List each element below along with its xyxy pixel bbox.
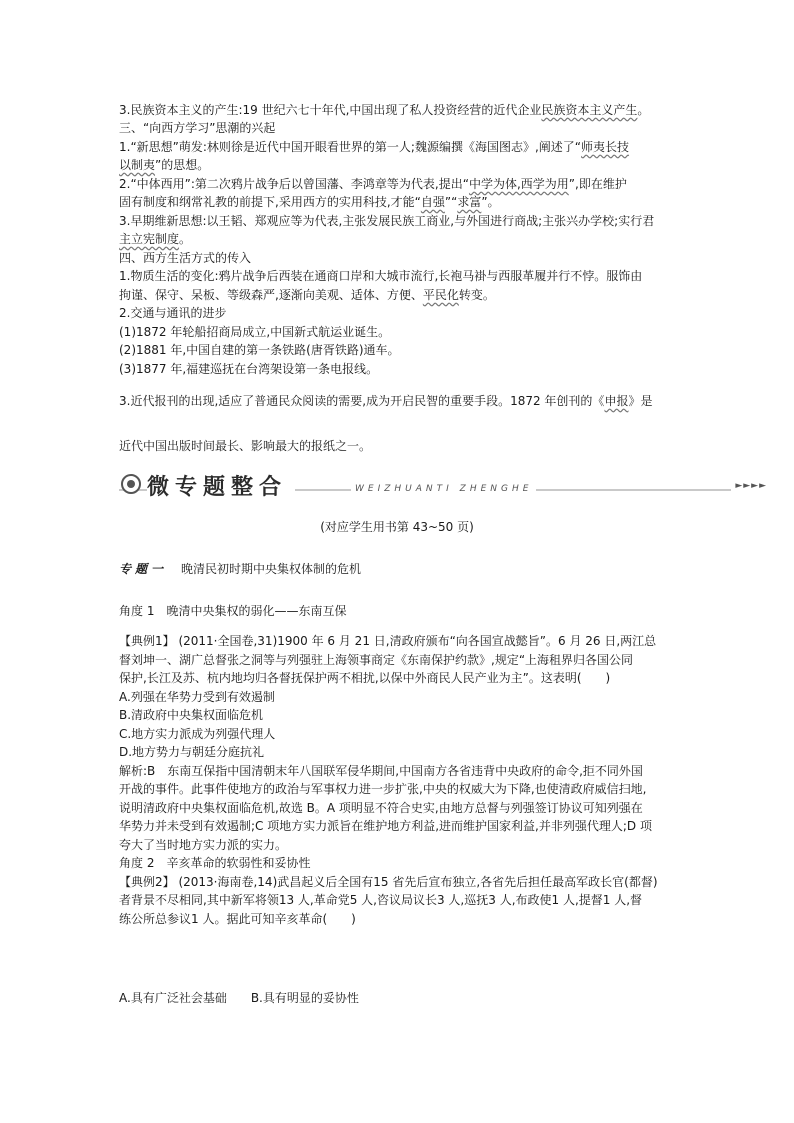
topic-title: 晚清民初时期中央集权体制的危机 [181,562,362,576]
text-span: 固有制度和纲常礼教的前提下,采用西方的实用科技,才能“ [119,195,421,209]
banner-title: 微专题整合 [147,470,295,501]
text-span: ”“ [444,195,458,209]
topic-heading [119,560,361,578]
key-phrase: 求富 [457,195,482,209]
text-span: 3.民族资本主义的产生:19 世纪六七十年代,中国出现了私人投资经营的近代企业 [119,103,542,117]
key-phrase: 师夷长技 [581,140,630,154]
text-span: (2)1881 年,中国自建的第一条铁路(唐胥铁路)通车。 [119,343,400,357]
key-phrase: 申报 [604,394,629,408]
text-span: ”的思想。 [155,158,210,172]
text-span: 近代中国出版时间最长、影响最大的报纸之一。 [119,439,372,453]
text-line [119,249,251,267]
text-span: (1)1872 年轮船招商局成立,中国新式航运业诞生。 [119,325,391,339]
section-banner [119,470,767,500]
text-line: C.地方实力派成为列强代理人 [119,727,276,741]
text-line [119,138,629,156]
banner-subtitle: WEIZHUANTI ZHENGHE [351,484,536,494]
text-span: 1.物质生活的变化:鸦片战争后西装在通商口岸和大城市流行,长袍马褂与西服革履并行不悖。服饰由 [119,269,643,283]
text-line [119,360,378,378]
text-line [119,437,371,455]
text-line [119,193,500,211]
text-span: 3.早期维新思想:以王韬、郑观应等为代表,主张发展民族工商业,与外国进行商战;主张兴办学校;实行君 [119,214,655,228]
text-span: 2.“中体西用”:第二次鸦片战争后以曾国藩、李鸿章等为代表,提出“ [119,177,469,191]
text-line: 开战的事件。此事件使地方的政治与军事权力进一步扩张,中央的权威大为下降,也使清政府威信扫地, [119,782,647,796]
text-line: 督刘坤一、湖广总督张之洞等与列强驻上海领事商定《东南保护约款》,规定“上海租界归各国公同 [119,653,634,667]
text-line: 保护,长江及苏、杭内地均归各督抚保护两不相扰,以保中外商民人民产业为主”。这表明( ) [119,671,611,685]
text-line: D.地方势力与朝廷分庭抗礼 [119,745,265,759]
text-line [119,267,642,285]
text-line [119,304,226,322]
text-line: A.列强在华势力受到有效遏制 [119,690,275,704]
text-line [119,341,400,359]
text-line [119,212,654,230]
key-phrase: 主立宪制度 [119,232,180,246]
text-span: 三、“向西方学习”思潮的兴起 [119,121,276,135]
text-line [119,392,652,410]
text-line: 华势力并未受到有效遏制;C 项地方实力派旨在维护地方利益,进而维护国家利益,并非列强代理人;D 项 [119,819,652,833]
text-line [119,175,627,193]
text-line: 角度 1 晚清中央集权的弱化——东南互保 [119,604,347,618]
text-span: 。 [179,232,192,246]
text-span: 3.近代报刊的出现,适应了普通民众阅读的需要,成为开启民智的重要手段。1872 年创刊的《 [119,394,605,408]
text-line: 夸大了当时地方实力派的实力。 [119,838,288,852]
text-line [119,230,191,248]
text-span: 四、西方生活方式的传入 [119,251,252,265]
text-line: 者背景不尽相同,其中新军将领13 人,革命党5 人,咨议局议长3 人,巡抚3 人,布政使1 人,提督1 人,督 [119,893,643,907]
topic-label: 专题一 [119,562,168,576]
text-line [119,323,390,341]
text-line: 练公所总参议1 人。据此可知辛亥革命( ) [119,912,356,926]
text-span: (3)1877 年,福建巡抚在台湾架设第一条电报线。 [119,362,379,376]
key-phrase: 中学为体,西学为用 [468,177,569,191]
text-line: B.清政府中央集权面临危机 [119,708,264,722]
text-line: A.具有广泛社会基础 B.具有明显的妥协性 [119,991,359,1005]
key-phrase: 以制夷 [119,158,156,172]
text-line: 说明清政府中央集权面临危机,故选 B。A 项明显不符合史实,由地方总督与列强签订协议可知列强在 [119,801,643,815]
text-line [119,101,649,119]
text-span: 1.“新思想”萌发:林则徐是近代中国开眼看世界的第一人;魏源编撰《海国图志》,阐述了“ [119,140,582,154]
page-reference: (对应学生用书第 43~50 页) [320,520,474,534]
text-line [119,156,209,174]
text-line: 解析:B 东南互保指中国清朝末年八国联军侵华期间,中国南方各省违背中央政府的命令,拒不同外国 [119,764,643,778]
banner-arrows-icon: ►►►► [731,481,767,491]
text-span: 。 [637,103,650,117]
key-phrase: 民族资本主义产生 [541,103,638,117]
text-span: 》是 [628,394,653,408]
text-span: 2.交通与通讯的进步 [119,306,227,320]
text-line: 角度 2 辛亥革命的软弱性和妥协性 [119,856,311,870]
text-line [119,286,495,304]
text-line: 【典例1】 (2011·全国卷,31)1900 年 6 月 21 日,清政府颁布“向各国宣战懿旨”。6 月 26 日,两江总 [119,634,657,648]
key-phrase: 平民化 [422,288,459,302]
text-span: 拘谨、保守、呆板、等级森严,逐渐向美观、适体、方便、 [119,288,423,302]
key-phrase: 自强 [420,195,445,209]
text-line [119,119,275,137]
banner-circle-icon [121,474,141,494]
text-span: ”,即在维护 [568,177,627,191]
text-line: 【典例2】 (2013·海南卷,14)武昌起义后全国有15 省先后宣布独立,各省先后担任最高军政长官(都督) [119,875,658,889]
text-span: 转变。 [458,288,495,302]
text-span: ”。 [481,195,500,209]
